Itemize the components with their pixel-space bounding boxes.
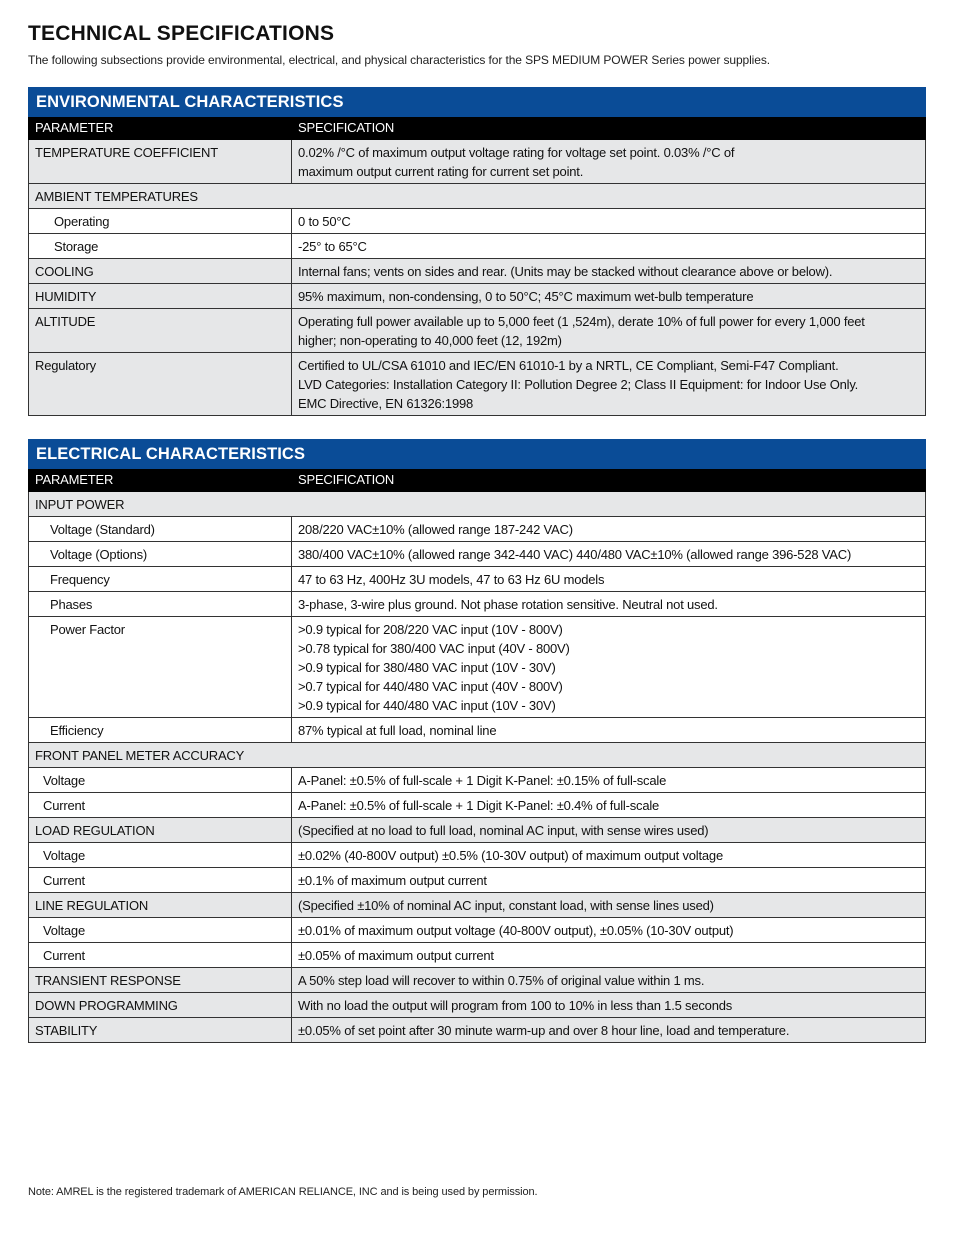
spec-line: >0.7 typical for 440/480 VAC input (40V - 800V)	[298, 679, 563, 694]
param-cell: Frequency	[29, 567, 292, 592]
param-cell: COOLING	[29, 259, 292, 284]
spec-line: EMC Directive, EN 61326:1998	[298, 396, 474, 411]
table-row	[29, 140, 926, 184]
section-heading: ELECTRICAL CHARACTERISTICS	[29, 440, 926, 469]
spec-cell: ±0.1% of maximum output current	[292, 868, 926, 893]
spec-cell: ±0.05% of maximum output current	[292, 943, 926, 968]
column-header-parameter: PARAMETER	[29, 117, 292, 140]
param-cell: Operating	[29, 209, 292, 234]
spec-line: LVD Categories: Installation Category II: Pollution Degree 2; Class II Equipment: for Indoor Use Only.	[298, 377, 859, 392]
spec-cell: -25° to 65°C	[292, 234, 926, 259]
table-row	[29, 492, 926, 517]
param-cell: Phases	[29, 592, 292, 617]
page-title: TECHNICAL SPECIFICATIONS	[28, 22, 335, 45]
param-cell: DOWN PROGRAMMING	[29, 993, 292, 1018]
environmental-table	[28, 87, 926, 416]
param-cell: Voltage	[29, 918, 292, 943]
spec-cell	[292, 140, 926, 184]
param-cell: Current	[29, 793, 292, 818]
spec-cell: 380/400 VAC±10% (allowed range 342-440 VAC) 440/480 VAC±10% (allowed range 396-528 VAC)	[292, 542, 926, 567]
param-cell: Efficiency	[29, 718, 292, 743]
spec-cell: ±0.02% (40-800V output) ±0.5% (10-30V output) of maximum output voltage	[292, 843, 926, 868]
column-header-row	[29, 469, 926, 492]
spec-line: Certified to UL/CSA 61010 and IEC/EN 61010-1 by a NRTL, CE Compliant, Semi-F47 Compliant.	[298, 358, 839, 373]
param-cell: Voltage (Standard)	[29, 517, 292, 542]
table-row	[29, 743, 926, 768]
table-row	[29, 993, 926, 1018]
param-cell: Voltage	[29, 843, 292, 868]
param-cell: Storage	[29, 234, 292, 259]
spec-cell: 208/220 VAC±10% (allowed range 187-242 VAC)	[292, 517, 926, 542]
table-row	[29, 793, 926, 818]
table-row	[29, 617, 926, 718]
spec-cell	[292, 617, 926, 718]
group-cell: INPUT POWER	[29, 492, 926, 517]
table-row	[29, 718, 926, 743]
spec-cell: 47 to 63 Hz, 400Hz 3U models, 47 to 63 Hz 6U models	[292, 567, 926, 592]
spec-cell: Internal fans; vents on sides and rear. (Units may be stacked without clearance above or below).	[292, 259, 926, 284]
spec-cell: With no load the output will program from 100 to 10% in less than 1.5 seconds	[292, 993, 926, 1018]
table-row	[29, 542, 926, 567]
param-cell: ALTITUDE	[29, 309, 292, 353]
param-cell: Current	[29, 943, 292, 968]
table-row	[29, 184, 926, 209]
param-cell: Current	[29, 868, 292, 893]
table-row	[29, 943, 926, 968]
table-row	[29, 209, 926, 234]
spec-line: >0.9 typical for 380/480 VAC input (10V - 30V)	[298, 660, 556, 675]
table-row	[29, 1018, 926, 1043]
table-row	[29, 517, 926, 542]
param-cell: Voltage	[29, 768, 292, 793]
table-row	[29, 592, 926, 617]
spec-cell: A-Panel: ±0.5% of full-scale + 1 Digit K-Panel: ±0.4% of full-scale	[292, 793, 926, 818]
spec-cell: 3-phase, 3-wire plus ground. Not phase rotation sensitive. Neutral not used.	[292, 592, 926, 617]
electrical-table	[28, 439, 926, 1043]
section-heading: ENVIRONMENTAL CHARACTERISTICS	[29, 88, 926, 117]
section-header-row	[29, 440, 926, 469]
spec-cell: A 50% step load will recover to within 0.75% of original value within 1 ms.	[292, 968, 926, 993]
spec-cell: (Specified at no load to full load, nominal AC input, with sense wires used)	[292, 818, 926, 843]
table-row	[29, 284, 926, 309]
table-row	[29, 968, 926, 993]
param-cell: Power Factor	[29, 617, 292, 718]
spec-line: >0.78 typical for 380/400 VAC input (40V - 800V)	[298, 641, 570, 656]
table-row	[29, 259, 926, 284]
table-row	[29, 309, 926, 353]
group-cell: FRONT PANEL METER ACCURACY	[29, 743, 926, 768]
param-cell: TEMPERATURE COEFFICIENT	[29, 140, 292, 184]
intro-text: The following subsections provide environmental, electrical, and physical characteristics for the SPS MEDIUM POWER Series power supplies.	[28, 53, 770, 67]
section-header-row	[29, 88, 926, 117]
param-cell: LOAD REGULATION	[29, 818, 292, 843]
spec-cell	[292, 309, 926, 353]
table-row	[29, 818, 926, 843]
spec-cell: 0 to 50°C	[292, 209, 926, 234]
group-cell: AMBIENT TEMPERATURES	[29, 184, 926, 209]
column-header-parameter: PARAMETER	[29, 469, 292, 492]
spec-cell: A-Panel: ±0.5% of full-scale + 1 Digit K-Panel: ±0.15% of full-scale	[292, 768, 926, 793]
spec-line: >0.9 typical for 208/220 VAC input (10V - 800V)	[298, 622, 563, 637]
spec-line: 0.02% /°C of maximum output voltage rating for voltage set point. 0.03% /°C of	[298, 145, 735, 160]
table-row	[29, 843, 926, 868]
spec-cell: 95% maximum, non-condensing, 0 to 50°C; 45°C maximum wet-bulb temperature	[292, 284, 926, 309]
spec-line: >0.9 typical for 440/480 VAC input (10V - 30V)	[298, 698, 556, 713]
table-row	[29, 768, 926, 793]
param-cell: STABILITY	[29, 1018, 292, 1043]
spec-line: Operating full power available up to 5,000 feet (1 ,524m), derate 10% of full power for every 1,000 feet	[298, 314, 865, 329]
spec-cell: ±0.05% of set point after 30 minute warm-up and over 8 hour line, load and temperature.	[292, 1018, 926, 1043]
param-cell: LINE REGULATION	[29, 893, 292, 918]
footnote: Note: AMREL is the registered trademark of AMERICAN RELIANCE, INC and is being used by permission.	[28, 1186, 538, 1198]
param-cell: HUMIDITY	[29, 284, 292, 309]
param-cell: TRANSIENT RESPONSE	[29, 968, 292, 993]
table-row	[29, 893, 926, 918]
spec-cell	[292, 353, 926, 416]
table-row	[29, 868, 926, 893]
param-cell: Regulatory	[29, 353, 292, 416]
table-row	[29, 918, 926, 943]
table-row	[29, 234, 926, 259]
spec-cell: (Specified ±10% of nominal AC input, constant load, with sense lines used)	[292, 893, 926, 918]
spec-cell: ±0.01% of maximum output voltage (40-800V output), ±0.05% (10-30V output)	[292, 918, 926, 943]
spec-line: maximum output current rating for current set point.	[298, 164, 584, 179]
spec-line: higher; non-operating to 40,000 feet (12, 192m)	[298, 333, 562, 348]
column-header-specification: SPECIFICATION	[292, 469, 926, 492]
table-row	[29, 353, 926, 416]
spec-cell: 87% typical at full load, nominal line	[292, 718, 926, 743]
column-header-row	[29, 117, 926, 140]
table-row	[29, 567, 926, 592]
column-header-specification: SPECIFICATION	[292, 117, 926, 140]
param-cell: Voltage (Options)	[29, 542, 292, 567]
